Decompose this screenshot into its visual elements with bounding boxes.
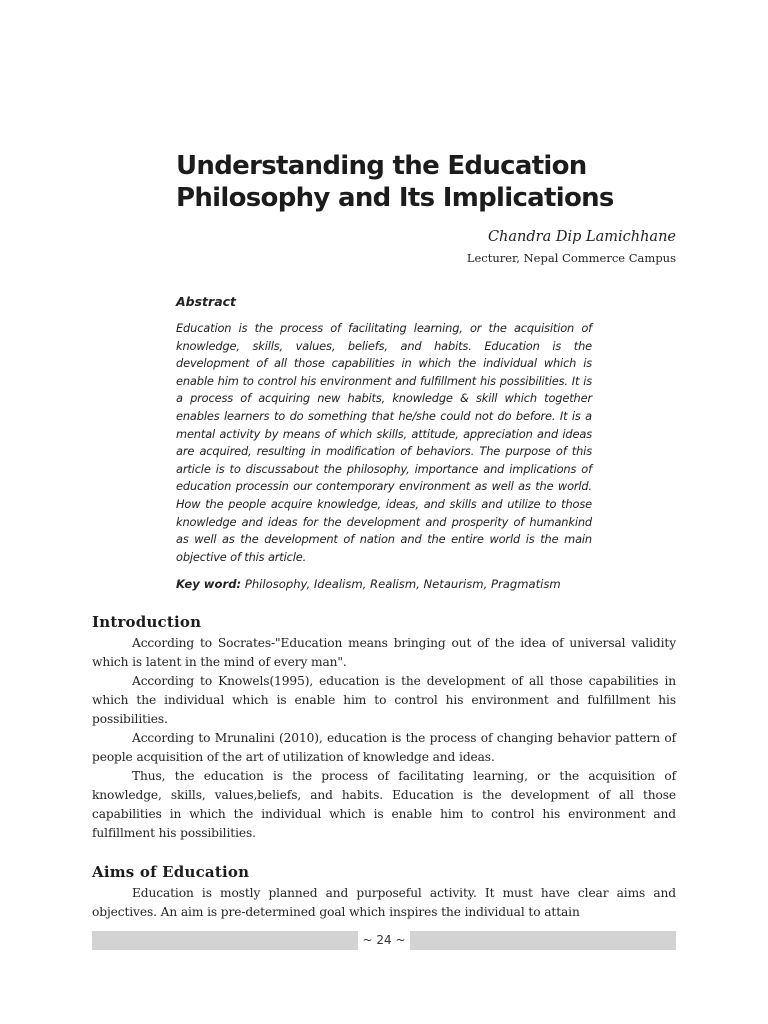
introduction-paragraph: According to Socrates-"Education means bringing out of the idea of universal validity which is latent in the mind of every man".	[92, 636, 676, 669]
introduction-paragraph: According to Knowels(1995), education is the development of all those capabilities in which the individual which is enable him to control his environment and fulfillment his possibilities.	[92, 674, 676, 726]
article-title: Understanding the Education Philosophy and Its Implications	[176, 151, 614, 213]
abstract-text: Education is the process of facilitating learning, or the acquisition of knowledge, skills, values, beliefs, and habits. Education is the development of all those capabilities in which the individual which is enable him to control his environment and fulfillment his possibilities. It is a process of acquiring new habits, knowledge & skill which together enables learners to do something that he/she could not do before. It is a mental activity by means of which skills, attitude, appreciation and ideas are acquired, resulting in modification of behaviors. The purpose of this article is to discussabout the philosophy, importance and implications of education processin our contemporary environment as well as the world. How the people acquire knowledge, ideas, and skills and utilize to those knowledge and ideas for the development and prosperity of humankind as well as the development of nation and the entire world is the main objective of this article.	[176, 321, 592, 564]
keywords-list: Philosophy, Idealism, Realism, Netaurism, Pragmatism	[244, 577, 561, 591]
keywords-label: Key word:	[176, 577, 242, 591]
aims-body	[92, 884, 676, 922]
introduction-paragraph: Thus, the education is the process of facilitating learning, or the acquisition of knowledge, skills, values,beliefs, and habits. Education is the development of all those capabilities in which the individual which is enable him to control his environment and fulfillment his possibilities.	[92, 769, 676, 840]
keywords-line	[176, 577, 596, 591]
author-affiliation: Lecturer, Nepal Commerce Campus	[466, 251, 676, 265]
aims-heading: Aims of Education	[92, 863, 250, 881]
abstract-heading: Abstract	[176, 294, 237, 309]
introduction-body	[92, 634, 676, 843]
introduction-paragraph: According to Mrunalini (2010), education is the process of changing behavior pattern of people acquisition of the art of utilization of knowledge and ideas.	[92, 731, 676, 764]
introduction-heading: Introduction	[92, 613, 202, 631]
aims-paragraph: Education is mostly planned and purposeful activity. It must have clear aims and objectives. An aim is pre-determined goal which inspires the individual to attain	[92, 886, 676, 919]
page-number: ~ 24 ~	[358, 929, 410, 951]
author-name: Chandra Dip Lamichhane	[487, 229, 676, 245]
